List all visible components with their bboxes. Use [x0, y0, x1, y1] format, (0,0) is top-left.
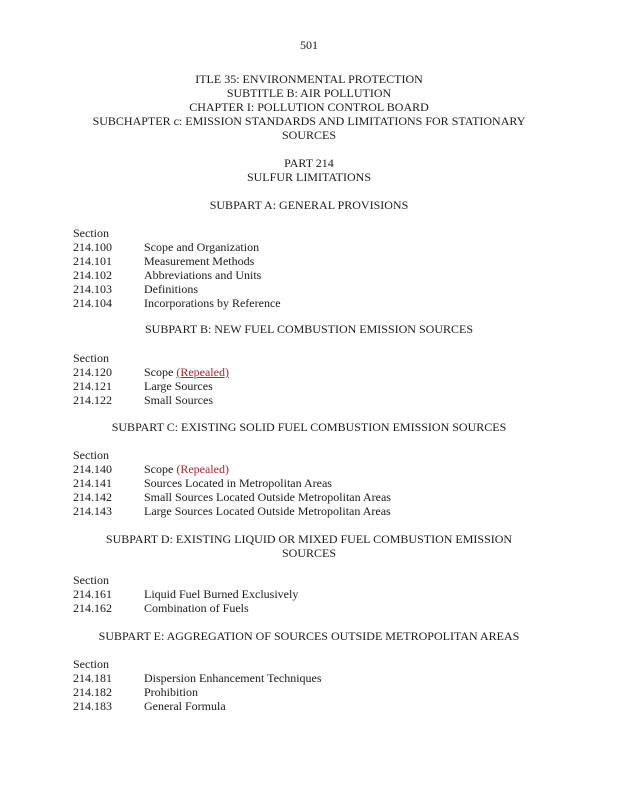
section-number: 214.161	[73, 587, 112, 601]
section-title: Incorporations by Reference	[144, 296, 281, 310]
section-number: 214.101	[73, 254, 112, 268]
subpart-a-heading: SUBPART A: GENERAL PROVISIONS	[209, 198, 409, 212]
section-title: Small Sources Located Outside Metropolitan Areas	[144, 490, 391, 504]
subtitle-line: SUBTITLE B: AIR POLLUTION	[226, 86, 392, 100]
section-title: Liquid Fuel Burned Exclusively	[144, 587, 299, 601]
section-title: Small Sources	[144, 393, 213, 407]
section-number: 214.120	[73, 365, 112, 379]
subpart-d-heading-line: SUBPART D: EXISTING LIQUID OR MIXED FUEL COMBUSTION EMISSION	[105, 532, 513, 546]
section-number: 214.104	[73, 296, 112, 310]
section-number: 214.143	[73, 504, 112, 518]
section-title: Prohibition	[144, 685, 199, 699]
section-number: 214.162	[73, 601, 112, 615]
toc-row[interactable]	[73, 476, 391, 490]
subpart-b-heading: SUBPART B: NEW FUEL COMBUSTION EMISSION SOURCES	[144, 322, 473, 336]
section-title: General Formula	[144, 699, 226, 713]
toc-row[interactable]	[73, 268, 281, 282]
part-name: SULFUR LIMITATIONS	[246, 170, 372, 184]
repealed-link[interactable]: (Repealed)	[176, 365, 229, 379]
subpart-b-toc	[73, 351, 229, 407]
toc-row[interactable]	[73, 379, 229, 393]
section-number: 214.122	[73, 393, 112, 407]
section-title: Measurement Methods	[144, 254, 255, 268]
toc-row[interactable]	[73, 296, 281, 310]
section-label: Section	[73, 351, 109, 365]
toc-row[interactable]	[73, 365, 229, 379]
toc-row[interactable]	[73, 254, 281, 268]
toc-row[interactable]	[73, 490, 391, 504]
page-number: 501	[300, 38, 318, 52]
subpart-e-heading: SUBPART E: AGGREGATION OF SOURCES OUTSIDE METROPOLITAN AREAS	[98, 629, 520, 643]
subpart-d-heading-line-continued: SOURCES	[281, 546, 337, 560]
toc-row[interactable]	[73, 504, 391, 518]
toc-row[interactable]	[73, 462, 391, 476]
subchapter-line-continued: SOURCES	[281, 128, 337, 142]
section-title: Combination of Fuels	[144, 601, 249, 615]
subpart-d-toc	[73, 573, 298, 615]
toc-row[interactable]	[73, 601, 298, 615]
toc-row[interactable]	[73, 393, 229, 407]
section-label: Section	[73, 657, 109, 671]
section-label: Section	[73, 226, 109, 240]
subpart-a-toc	[73, 226, 281, 310]
section-number: 214.141	[73, 476, 112, 490]
subpart-d-heading	[0, 532, 618, 560]
toc-row[interactable]	[73, 685, 322, 699]
section-title: Scope and Organization	[144, 240, 260, 254]
toc-row[interactable]	[73, 671, 322, 685]
part-number: PART 214	[284, 156, 334, 170]
toc-row[interactable]	[73, 282, 281, 296]
section-title: Large Sources	[144, 379, 213, 393]
part-heading	[0, 156, 618, 184]
repealed-note: (Repealed)	[176, 462, 229, 476]
subchapter-line: SUBCHAPTER c: EMISSION STANDARDS AND LIMITATIONS FOR STATIONARY	[92, 114, 526, 128]
section-number: 214.140	[73, 462, 112, 476]
section-number: 214.142	[73, 490, 112, 504]
section-title: Dispersion Enhancement Techniques	[144, 671, 322, 685]
title-heading	[0, 72, 618, 142]
subpart-c-heading: SUBPART C: EXISTING SOLID FUEL COMBUSTION EMISSION SOURCES	[111, 420, 507, 434]
subpart-e-toc	[73, 657, 322, 713]
section-title: Scope	[144, 462, 174, 476]
section-label: Section	[73, 448, 109, 462]
section-number: 214.121	[73, 379, 112, 393]
toc-row[interactable]	[73, 587, 298, 601]
toc-row[interactable]	[73, 699, 322, 713]
section-number: 214.103	[73, 282, 112, 296]
toc-row[interactable]	[73, 240, 281, 254]
section-label: Section	[73, 573, 109, 587]
section-title: Definitions	[144, 282, 198, 296]
section-number: 214.181	[73, 671, 112, 685]
section-number: 214.102	[73, 268, 112, 282]
section-title: Sources Located in Metropolitan Areas	[144, 476, 332, 490]
section-number: 214.183	[73, 699, 112, 713]
section-number: 214.182	[73, 685, 112, 699]
title-line: ITLE 35: ENVIRONMENTAL PROTECTION	[195, 72, 423, 86]
subpart-c-toc	[73, 448, 391, 518]
section-title: Scope	[144, 365, 174, 379]
chapter-line: CHAPTER I: POLLUTION CONTROL BOARD	[189, 100, 429, 114]
section-title: Abbreviations and Units	[144, 268, 262, 282]
section-title: Large Sources Located Outside Metropolitan Areas	[144, 504, 391, 518]
section-number: 214.100	[73, 240, 112, 254]
